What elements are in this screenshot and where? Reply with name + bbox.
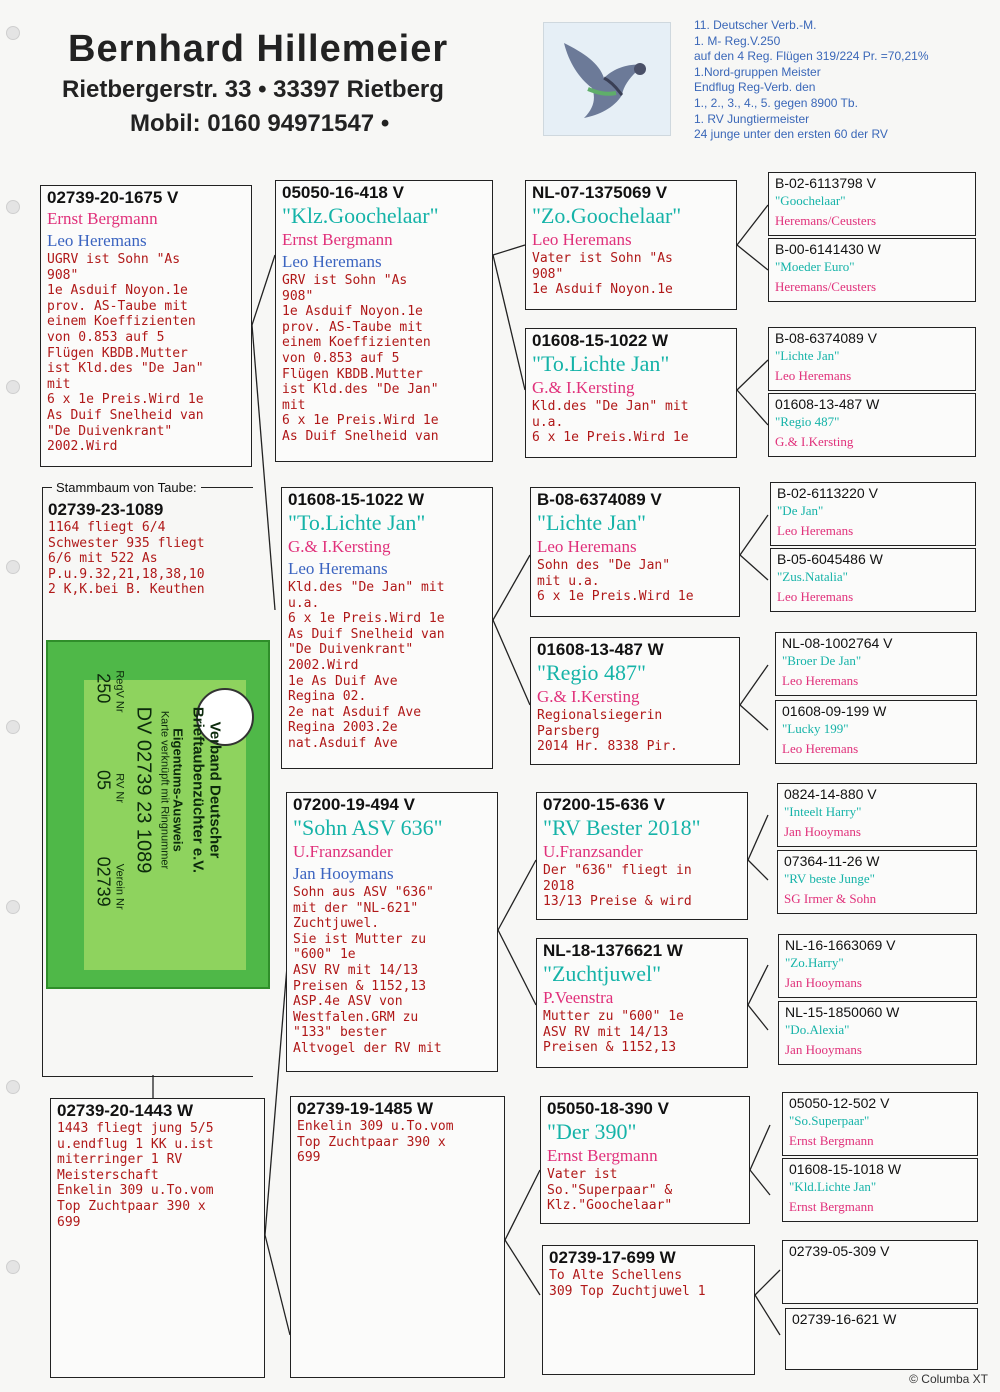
- great-grandparent-box[interactable]: [525, 328, 737, 458]
- card-title: Eigentums-Ausweis: [170, 728, 186, 852]
- ring-number: B-02-6113220 V: [777, 485, 878, 501]
- card-subtitle: Karte verknüpft mit Ringnummer: [158, 710, 171, 870]
- ancestor-box[interactable]: [778, 934, 977, 998]
- grandparent-box[interactable]: [290, 1096, 505, 1378]
- ancestor-box[interactable]: [770, 548, 976, 612]
- ring-number: B-05-6045486 W: [777, 551, 883, 567]
- owner-name: G.& I.Kersting: [537, 687, 640, 706]
- remarks: UGRV ist Sohn "As 908" 1e Asduif Noyon.1e prov. AS-Taube mit einem Koeffizienten von 0.853 auf 5 Flügen KBDB.Mutter ist Kld.des "De Jan" mit 6 x 1e Preis.Wird 1e As Duif Snelheid van "De Duivenkrant" 2002.Wird: [47, 252, 204, 455]
- pigeon-name: "Broer De Jan": [782, 653, 862, 668]
- pigeon-name: "RV Bester 2018": [543, 815, 701, 840]
- owner-name: Leo Heremans: [782, 673, 859, 688]
- ring-number: 02739-23-1089: [48, 500, 164, 519]
- pigeon-name: "Lichte Jan": [537, 510, 646, 535]
- owner-name: Jan Hooymans: [785, 975, 862, 990]
- great-grandparent-box[interactable]: [536, 792, 748, 920]
- owner-name: Ernst Bergmann: [282, 230, 393, 249]
- achievement-item: 1.Nord-gruppen Meister: [694, 64, 821, 79]
- owner-name: Leo Heremans: [537, 537, 637, 556]
- achievement-item: auf den 4 Reg. Flügen 319/224 Pr. =70,21%: [694, 49, 929, 64]
- ring-number: NL-07-1375069 V: [532, 183, 668, 202]
- ring-number: 05050-12-502 V: [789, 1095, 890, 1111]
- remarks: GRV ist Sohn "As 908" 1e Asduif Noyon.1e prov. AS-Taube mit einem Koeffizienten von 0.853 auf 5 Flügen KBDB.Mutter ist Kld.des "De Jan" mit 6 x 1e Preis.Wird 1e As Duif Snelheid van: [282, 273, 439, 444]
- great-grandparent-box[interactable]: [542, 1245, 755, 1375]
- owner-name: G.& I.Kersting: [532, 378, 635, 397]
- ancestor-box[interactable]: [768, 172, 976, 236]
- pigeon-name: "Klz.Goochelaar": [282, 203, 439, 228]
- ring-number: 01608-09-199 W: [782, 703, 887, 719]
- ring-number: NL-15-1850060 W: [785, 1004, 900, 1020]
- pigeon-name: "Lichte Jan": [775, 348, 840, 363]
- great-grandparent-box[interactable]: [530, 637, 740, 765]
- pigeon-name: "Zus.Natalia": [777, 569, 848, 584]
- breeder-name: Leo Heremans: [282, 252, 382, 271]
- pigeon-name: "Zuchtjuwel": [543, 961, 662, 986]
- owner-name: G.& I.Kersting: [288, 537, 391, 556]
- remarks: Kld.des "De Jan" mit u.a. 6 x 1e Preis.Wird 1e As Duif Snelheid van "De Duivenkrant" 2002.Wird 1e As Duif Ave Regina 02. 2e nat Asduif Ave Regina 2003.2e nat.Asduif Ave: [288, 580, 445, 751]
- breeder-name: Leo Heremans: [288, 559, 388, 578]
- remarks: Sohn aus ASV "636" mit der "NL-621" Zuchtjuwel. Sie ist Mutter zu "600" 1e ASV RV mit 14/13 Preisen & 1152,13 ASP.4e ASV von Westfalen.GRM zu "133" bester Altvogel der RV mit: [293, 885, 442, 1056]
- ancestor-box[interactable]: [782, 1092, 978, 1156]
- ownership-card: [46, 640, 270, 989]
- achievement-item: 1. RV Jungtiermeister: [694, 111, 810, 126]
- pigeon-name: "RV beste Junge": [784, 871, 875, 886]
- ancestor-box[interactable]: [778, 1001, 977, 1065]
- owner-name: Ernst Bergmann: [789, 1199, 874, 1214]
- breeder-name: Bernhard Hillemeier: [68, 28, 449, 70]
- remarks: Vater ist So."Superpaar" & Klz."Goochelaar": [547, 1167, 673, 1214]
- pigeon-name: "De Jan": [777, 503, 824, 518]
- achievement-item: 24 junge unter den ersten 60 der RV: [694, 127, 888, 142]
- pigeon-name: "Zo.Goochelaar": [532, 203, 682, 228]
- pigeon-name: "Regio 487": [775, 414, 840, 429]
- card-value: 02739: [93, 856, 114, 907]
- remarks: Enkelin 309 u.To.vom Top Zuchtpaar 390 x 699: [297, 1119, 454, 1166]
- ring-number: B-08-6374089 V: [537, 490, 662, 509]
- card-label: Verein Nr: [113, 863, 126, 910]
- owner-name: Leo Heremans: [782, 741, 859, 756]
- card-org1: Verband Deutscher: [206, 721, 224, 859]
- ring-number: 01608-13-487 W: [537, 640, 664, 659]
- owner-name: SG Irmer & Sohn: [784, 891, 877, 906]
- remarks: Der "636" fliegt in 2018 13/13 Preise & wird: [543, 863, 692, 910]
- owner-name: Jan Hooymans: [784, 824, 861, 839]
- pigeon-name: "So.Superpaar": [789, 1113, 870, 1128]
- breeder-address: Rietbergerstr. 33 • 33397 Rietberg: [62, 76, 444, 103]
- owner-name: U.Franzsander: [543, 842, 643, 861]
- breeder-name: Leo Heremans: [47, 231, 147, 250]
- pigeon-name: "Kld.Lichte Jan": [789, 1179, 877, 1194]
- great-grandparent-box[interactable]: [540, 1096, 750, 1224]
- owner-name: Jan Hooymans: [785, 1042, 862, 1057]
- pigeon-name: "To.Lichte Jan": [288, 510, 426, 535]
- ring-number: 01608-13-487 W: [775, 396, 880, 412]
- ring-number: 02739-20-1443 W: [57, 1101, 194, 1120]
- pigeon-name: "Sohn ASV 636": [293, 815, 443, 840]
- ring-number: 05050-18-390 V: [547, 1099, 669, 1118]
- owner-name: Leo Heremans: [532, 230, 632, 249]
- card-org2: Brieftaubenzüchter e.V.: [189, 706, 207, 874]
- ancestor-box[interactable]: [768, 327, 976, 391]
- pedigree-legend: Stammbaum von Taube:: [52, 480, 201, 495]
- ring-number: 02739-17-699 W: [549, 1248, 676, 1267]
- grandparent-box[interactable]: [286, 792, 498, 1072]
- pigeon-name: "Lucky 199": [782, 721, 849, 736]
- great-grandparent-box[interactable]: [530, 487, 740, 617]
- ring-number: NL-08-1002764 V: [782, 635, 893, 651]
- ancestor-box[interactable]: [770, 482, 976, 546]
- remarks: 1164 fliegt 6/4 Schwester 935 fliegt 6/6 mit 522 As P.u.9.32,21,18,38,10 2 K,K.bei B. Keuthen: [48, 520, 205, 598]
- ancestor-box[interactable]: [777, 783, 977, 847]
- ring-number: NL-16-1663069 V: [785, 937, 896, 953]
- subject-pigeon[interactable]: [48, 500, 248, 598]
- pigeon-name: "Moeder Euro": [775, 259, 855, 274]
- remarks: Kld.des "De Jan" mit u.a. 6 x 1e Preis.Wird 1e: [532, 399, 689, 446]
- pigeon-name: "Inteelt Harry": [784, 804, 862, 819]
- remarks: Mutter zu "600" 1e ASV RV mit 14/13 Preisen & 1152,13: [543, 1009, 684, 1056]
- ring-number: 05050-16-418 V: [282, 183, 404, 202]
- ring-number: 0824-14-880 V: [784, 786, 877, 802]
- card-value: 05: [93, 769, 114, 790]
- ring-number: 07200-19-494 V: [293, 795, 415, 814]
- parent-mother[interactable]: [50, 1098, 265, 1378]
- ring-number: B-00-6141430 W: [775, 241, 881, 257]
- ring-number: 01608-15-1018 W: [789, 1161, 902, 1177]
- parent-father[interactable]: [40, 185, 252, 467]
- ancestor-box[interactable]: [782, 1158, 978, 1222]
- owner-name: Leo Heremans: [777, 523, 854, 538]
- card-label: RegV Nr: [113, 670, 126, 713]
- owner-name: Heremans/Ceusters: [775, 279, 877, 294]
- remarks: 1443 fliegt jung 5/5 u.endflug 1 KK u.ist miterringer 1 RV Meisterschaft Enkelin 309 u.To.vom Top Zuchtpaar 390 x 699: [57, 1121, 214, 1230]
- ring-number: 07200-15-636 V: [543, 795, 665, 814]
- grandparent-box[interactable]: [281, 487, 493, 769]
- ring-number: B-02-6113798 V: [775, 175, 876, 191]
- pigeon-name: "Goochelaar": [775, 193, 846, 208]
- remarks: Regionalsiegerin Parsberg 2014 Hr. 8338 Pir.: [537, 708, 678, 755]
- remarks: Sohn des "De Jan" mit u.a. 6 x 1e Preis.Wird 1e: [537, 558, 694, 605]
- owner-name: U.Franzsander: [293, 842, 393, 861]
- ring-number: 02739-20-1675 V: [47, 188, 179, 207]
- owner-name: P.Veenstra: [543, 988, 614, 1007]
- owner-name: Heremans/Ceusters: [775, 213, 877, 228]
- great-grandparent-box[interactable]: [536, 938, 748, 1068]
- ancestor-box[interactable]: [775, 632, 977, 696]
- ring-number: 02739-16-621 W: [792, 1311, 897, 1327]
- owner-name: Ernst Bergmann: [47, 209, 158, 228]
- owner-name: Ernst Bergmann: [789, 1133, 874, 1148]
- pigeon-name: "To.Lichte Jan": [532, 351, 670, 376]
- ancestor-box[interactable]: [775, 700, 977, 764]
- remarks: To Alte Schellens 309 Top Zuchtjuwel 1: [549, 1268, 706, 1299]
- breeder-mobile: Mobil: 0160 94971547 •: [130, 110, 390, 137]
- copyright: © Columba XT: [909, 1372, 988, 1386]
- achievement-item: 11. Deutscher Verb.-M.: [694, 18, 817, 32]
- ring-number: 02739-19-1485 W: [297, 1099, 434, 1118]
- breeder-name: Jan Hooymans: [293, 864, 394, 883]
- ancestor-box[interactable]: [785, 1308, 978, 1370]
- ring-number: 02739-05-309 V: [789, 1243, 890, 1259]
- pigeon-name: "Der 390": [547, 1119, 637, 1144]
- card-label: RV Nr: [113, 773, 126, 804]
- grandparent-box[interactable]: [275, 180, 493, 462]
- achievement-item: 1., 2., 3., 4., 5. gegen 8900 Tb.: [694, 95, 858, 110]
- pigeon-name: "Zo.Harry": [785, 955, 844, 970]
- great-grandparent-box[interactable]: [525, 180, 737, 310]
- ancestor-box[interactable]: [777, 850, 977, 914]
- owner-name: G.& I.Kersting: [775, 434, 854, 449]
- ring-number: B-08-6374089 V: [775, 330, 877, 346]
- ring-number: 01608-15-1022 W: [288, 490, 425, 509]
- owner-name: Ernst Bergmann: [547, 1146, 658, 1165]
- owner-name: Leo Heremans: [775, 368, 852, 383]
- ancestor-box[interactable]: [768, 238, 976, 302]
- card-value: 250: [93, 673, 114, 704]
- achievement-item: Endflug Reg-Verb. den: [694, 80, 816, 95]
- ancestor-box[interactable]: [768, 393, 976, 457]
- ring-number: 07364-11-26 W: [784, 853, 880, 869]
- remarks: Vater ist Sohn "As 908" 1e Asduif Noyon.1e: [532, 251, 673, 298]
- ring-number: 01608-15-1022 W: [532, 331, 669, 350]
- pigeon-name: "Regio 487": [537, 660, 647, 685]
- ring-number: NL-18-1376621 W: [543, 941, 683, 960]
- achievement-item: 1. M- Reg.V.250: [694, 33, 781, 48]
- pigeon-name: "Do.Alexia": [785, 1022, 850, 1037]
- card-text: [93, 640, 224, 940]
- owner-name: Leo Heremans: [777, 589, 854, 604]
- card-ring: DV 02739 23 1089: [132, 706, 155, 874]
- ancestor-box[interactable]: [782, 1240, 978, 1304]
